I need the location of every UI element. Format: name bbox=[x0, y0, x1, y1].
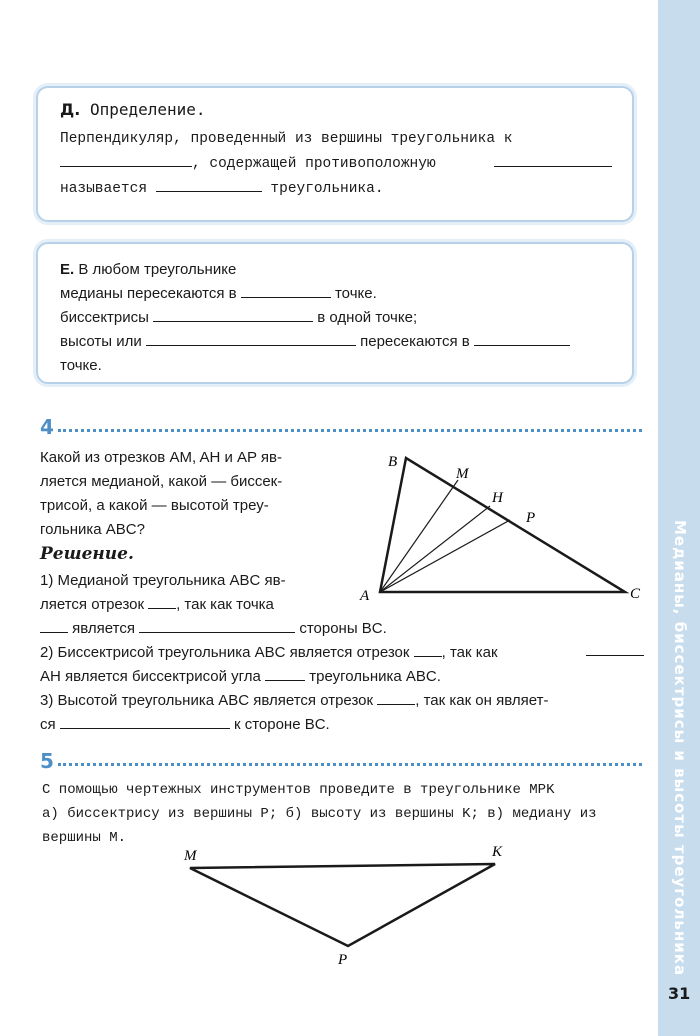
property-line-1 bbox=[60, 282, 612, 306]
definition-line-2 bbox=[60, 152, 612, 177]
solution-line bbox=[40, 713, 644, 737]
definition-title: Определение. bbox=[89, 100, 206, 119]
solution-line bbox=[40, 641, 644, 665]
label-p: P bbox=[526, 510, 536, 526]
property-line-1-b: точке. bbox=[334, 285, 377, 302]
task-5-line: вершины M. bbox=[42, 830, 127, 846]
answer-blank[interactable] bbox=[156, 177, 262, 192]
solution-text: , так как bbox=[441, 644, 498, 661]
property-line-1-a: медианы пересекаются в bbox=[60, 285, 237, 302]
property-line-2-a: биссектрисы bbox=[60, 309, 149, 326]
question-line: гольника ABC? bbox=[40, 521, 145, 538]
solution-text: стороны BC. bbox=[299, 620, 387, 637]
segment-ap bbox=[380, 520, 510, 592]
dotted-divider bbox=[58, 763, 642, 766]
segment-ah bbox=[380, 506, 490, 592]
solution-line bbox=[40, 689, 644, 713]
solution-line bbox=[40, 593, 387, 617]
question-line: трисой, а какой — высотой треу- bbox=[40, 497, 269, 514]
definition-letter: Д. bbox=[60, 100, 81, 119]
answer-blank[interactable] bbox=[40, 618, 68, 633]
triangle-mpk-figure bbox=[170, 838, 520, 968]
definition-line-3 bbox=[60, 177, 612, 202]
task-4-header bbox=[40, 416, 642, 438]
task-5-line: а) биссектрису из вершины P; б) высоту из вершины K; в) медиану из bbox=[42, 806, 597, 822]
property-line-3-a: высоты или bbox=[60, 333, 142, 350]
label-m: M bbox=[456, 466, 469, 482]
definition-line-1: Перпендикуляр, проведенный из вершины треугольника к bbox=[60, 131, 513, 147]
solution-text: AH является биссектрисой угла bbox=[40, 668, 261, 685]
answer-blank[interactable] bbox=[153, 307, 313, 322]
label-h: H bbox=[492, 490, 503, 506]
solution-text: , так как он являет- bbox=[415, 692, 549, 709]
task-5-number: 5 bbox=[40, 749, 54, 773]
definition-line-3-b: треугольника. bbox=[270, 181, 384, 197]
answer-blank[interactable] bbox=[377, 690, 415, 705]
label-p: P bbox=[338, 952, 348, 968]
solution-label: Решение. bbox=[40, 544, 134, 564]
label-k: K bbox=[492, 844, 503, 860]
solution-text: ляется отрезок bbox=[40, 596, 145, 613]
property-letter: Е. bbox=[60, 261, 75, 278]
property-line-4: точке. bbox=[60, 357, 102, 374]
label-b: B bbox=[388, 454, 398, 470]
label-m: M bbox=[184, 848, 197, 864]
solution-text: к стороне BC. bbox=[233, 716, 330, 733]
answer-blank[interactable] bbox=[586, 641, 644, 656]
answer-blank[interactable] bbox=[241, 283, 331, 298]
sidebar-chapter-title: Медианы, биссектрисы и высоты треугольника bbox=[671, 520, 689, 977]
solution-line: 1) Медианой треугольника ABC яв- bbox=[40, 572, 286, 589]
property-line-3-b: пересекаются в bbox=[360, 333, 470, 350]
definition-line-3-a: называется bbox=[60, 181, 148, 197]
task-5-line: С помощью чертежных инструментов проведите в треугольнике MPK bbox=[42, 782, 555, 798]
solution-text: треугольника ABC. bbox=[309, 668, 441, 685]
property-line-3 bbox=[60, 330, 612, 354]
solution-2 bbox=[40, 641, 644, 737]
solution-text: , так как точка bbox=[176, 596, 274, 613]
task-4-number: 4 bbox=[40, 415, 54, 439]
question-line: Какой из отрезков AM, AH и AP яв- bbox=[40, 449, 282, 466]
property-line-2 bbox=[60, 306, 612, 330]
property-heading bbox=[60, 258, 612, 282]
solution-text: является bbox=[72, 620, 135, 637]
answer-blank[interactable] bbox=[414, 642, 442, 657]
question-line: ляется медианой, какой — биссек- bbox=[40, 473, 283, 490]
task-4-question bbox=[40, 446, 282, 542]
answer-blank[interactable] bbox=[148, 594, 176, 609]
answer-blank[interactable] bbox=[60, 714, 230, 729]
answer-blank[interactable] bbox=[494, 152, 612, 167]
solution-text: 3) Высотой треугольника ABC является отрезок bbox=[40, 692, 374, 709]
answer-blank[interactable] bbox=[146, 331, 356, 346]
solution-line bbox=[40, 617, 387, 641]
answer-blank[interactable] bbox=[139, 618, 295, 633]
triangle-abc-figure bbox=[350, 446, 650, 612]
property-title: В любом треугольнике bbox=[78, 261, 237, 278]
triangle-mpk bbox=[190, 864, 495, 946]
property-box bbox=[36, 242, 634, 384]
dotted-divider bbox=[58, 429, 642, 432]
definition-heading bbox=[60, 100, 612, 119]
solution-text: 2) Биссектрисой треугольника ABC является отрезок bbox=[40, 644, 410, 661]
answer-blank[interactable] bbox=[265, 666, 305, 681]
answer-blank[interactable] bbox=[60, 152, 192, 167]
answer-blank[interactable] bbox=[474, 331, 570, 346]
solution-text: ся bbox=[40, 716, 56, 733]
page-number: 31 bbox=[668, 984, 691, 1003]
solution-line bbox=[40, 665, 644, 689]
solution-1 bbox=[40, 569, 387, 641]
label-c: C bbox=[630, 586, 641, 602]
task-5-header bbox=[40, 750, 642, 772]
definition-box bbox=[36, 86, 634, 222]
label-a: A bbox=[360, 588, 370, 604]
definition-line-2-text: , содержащей противоположную bbox=[192, 156, 436, 172]
property-line-2-b: в одной точке; bbox=[317, 309, 418, 326]
